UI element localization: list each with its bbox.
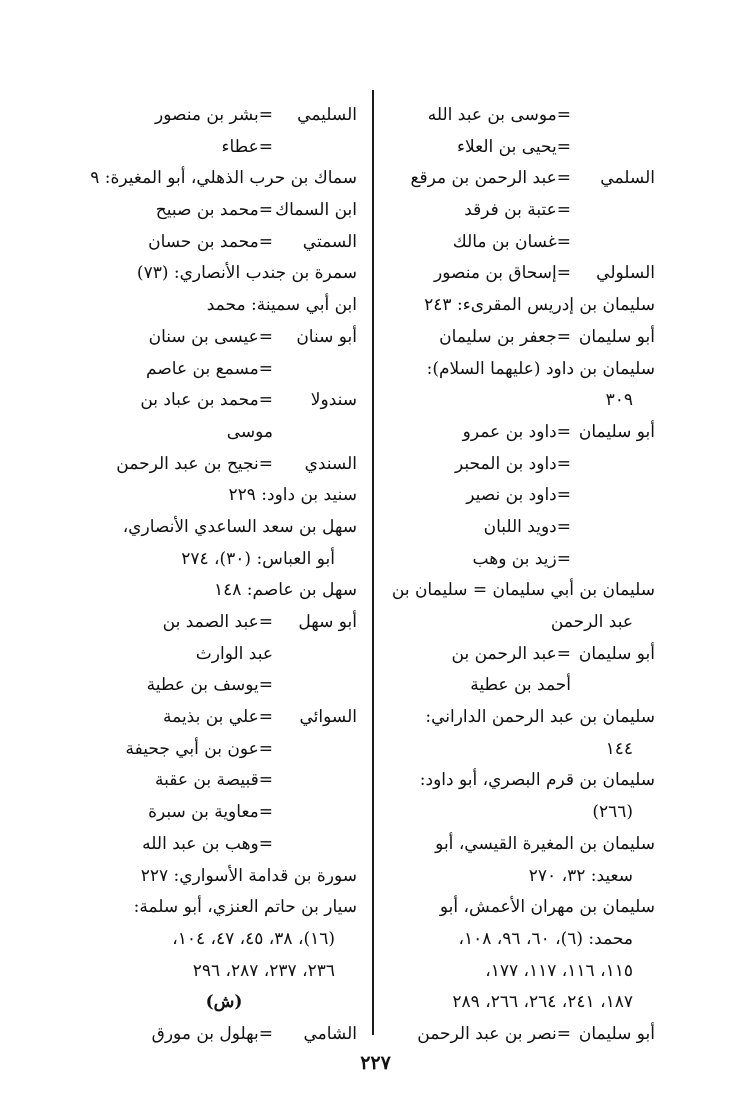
entry-text: =زيد بن وهب xyxy=(472,548,571,569)
index-entry xyxy=(91,797,357,829)
entry-text: ١٤٤ xyxy=(605,738,633,759)
index-entry xyxy=(393,163,655,195)
index-entry xyxy=(393,861,655,893)
index-entry xyxy=(393,702,655,734)
entry-text: سنيد بن داود: ٢٢٩ xyxy=(228,485,357,506)
index-entry xyxy=(91,258,357,290)
index-entry xyxy=(91,480,357,512)
entry-text: =داود بن نصير xyxy=(466,485,571,506)
entry-text: =عون بن أبي جحيفة xyxy=(125,738,273,759)
index-entry xyxy=(91,829,357,861)
index-entry xyxy=(91,670,357,702)
index-entry xyxy=(393,924,655,956)
entry-text: =محمد بن صبيح xyxy=(155,200,273,221)
entry-text: (١٦)، ٣٨، ٤٥، ٤٧، ١٠٤، xyxy=(172,928,335,949)
index-entry xyxy=(91,322,357,354)
index-entry xyxy=(91,290,357,322)
entry-text: =عبد الرحمن بن مرقع xyxy=(410,168,571,189)
section-heading: (ش) xyxy=(205,992,243,1013)
entry-text: ١١٥، ١١٦، ١١٧، ١٧٧، xyxy=(485,960,633,981)
entry-text: سليمان بن مهران الأعمش، أبو xyxy=(439,897,655,918)
index-entry xyxy=(393,639,655,671)
index-entry xyxy=(393,829,655,861)
entry-text: =جعفر بن سليمان xyxy=(439,326,571,347)
index-entry xyxy=(91,607,357,639)
index-entry xyxy=(393,512,655,544)
index-entry xyxy=(91,702,357,734)
index-entry xyxy=(393,100,655,132)
entry-text: =عطاء xyxy=(221,136,273,157)
entry-text: سليمان بن المغيرة القيسي، أبو xyxy=(435,833,655,854)
index-entry xyxy=(393,227,655,259)
index-entry xyxy=(393,480,655,512)
index-entry xyxy=(393,575,655,607)
entry-text: سيار بن حاتم العنزي، أبو سلمة: xyxy=(133,897,357,918)
entry-text: =موسى بن عبد الله xyxy=(427,105,571,125)
index-entry xyxy=(91,765,357,797)
index-entry xyxy=(91,575,357,607)
index-entry xyxy=(91,639,357,671)
entry-text: =عبد الصمد بن xyxy=(162,612,273,632)
left-column xyxy=(91,100,357,1051)
entry-text: سهل بن عاصم: ١٤٨ xyxy=(213,580,357,601)
entry-label: أبو سليمان xyxy=(578,326,655,347)
index-entry xyxy=(91,956,357,988)
entry-text: ٢٣٦، ٢٣٧، ٢٨٧، ٢٩٦ xyxy=(192,960,335,981)
entry-text: سماك بن حرب الذهلي، أبو المغيرة: ٩ xyxy=(90,168,357,189)
index-entry xyxy=(393,290,655,322)
right-column xyxy=(393,100,655,1051)
entry-text: سليمان بن أبي سليمان = سليمان بن xyxy=(391,580,655,601)
entry-text: ابن أبي سمينة: محمد xyxy=(206,295,357,316)
entry-text: محمد: (٦)، ٦٠، ٩٦، ١٠٨، xyxy=(458,928,633,949)
entry-text: =يحيى بن العلاء xyxy=(457,136,571,157)
index-entry xyxy=(91,163,357,195)
page-number: ٢٢٧ xyxy=(360,1052,391,1074)
index-entry xyxy=(393,132,655,164)
entry-label: أبو سليمان xyxy=(578,421,655,442)
entry-text: ١٨٧، ٢٤١، ٢٦٤، ٢٦٦، ٢٨٩ xyxy=(452,992,633,1013)
entry-text: =بهلول بن مورق xyxy=(151,1023,273,1044)
entry-label: السوائي xyxy=(299,707,357,728)
index-entry xyxy=(91,544,357,576)
entry-text: =دويد اللبان xyxy=(483,516,571,537)
entry-text: (٢٦٦) xyxy=(592,802,633,823)
entry-text: =مسمع بن عاصم xyxy=(146,358,273,379)
entry-text: =نجيح بن عبد الرحمن xyxy=(116,453,273,474)
entry-label: أبو سهل xyxy=(298,612,357,632)
entry-text: =محمد بن حسان xyxy=(148,231,273,252)
index-entry xyxy=(393,195,655,227)
index-entry xyxy=(91,924,357,956)
index-entry xyxy=(393,1019,655,1051)
entry-label: السمتي xyxy=(302,231,357,252)
entry-label: سندولا xyxy=(310,390,357,411)
index-entry xyxy=(393,734,655,766)
entry-text: ٣٠٩ xyxy=(605,390,633,411)
entry-text: سليمان بن عبد الرحمن الداراني: xyxy=(425,707,655,728)
index-entry xyxy=(91,1019,357,1051)
entry-text: =محمد بن عباد بن xyxy=(140,390,273,411)
index-entry xyxy=(91,227,357,259)
entry-text: موسى xyxy=(226,421,273,442)
index-entry xyxy=(393,956,655,988)
entry-text: =يوسف بن عطية xyxy=(146,675,273,696)
index-entry xyxy=(91,892,357,924)
index-entry xyxy=(393,765,655,797)
entry-text: سليمان بن قرم البصري، أبو داود: xyxy=(419,770,655,791)
entry-text: =عيسى بن سنان xyxy=(148,326,273,347)
index-entry xyxy=(393,797,655,829)
index-entry xyxy=(91,512,357,544)
entry-label: السليمي xyxy=(297,105,357,125)
index-entry xyxy=(393,354,655,386)
entry-label: أبو سليمان xyxy=(578,643,655,664)
index-entry xyxy=(393,670,655,702)
entry-text: =داود بن عمرو xyxy=(462,421,571,442)
entry-text: =غسان بن مالك xyxy=(452,231,571,252)
index-entry xyxy=(91,861,357,893)
index-entry xyxy=(91,417,357,449)
index-entry xyxy=(393,385,655,417)
index-entry xyxy=(91,100,357,132)
entry-text: سليمان بن داود (عليهما السلام): xyxy=(426,358,655,379)
entry-text: سورة بن قدامة الأسواري: ٢٢٧ xyxy=(140,865,357,886)
entry-text: =عتبة بن فرقد xyxy=(464,200,571,221)
index-entry xyxy=(393,449,655,481)
index-entry xyxy=(393,987,655,1019)
entry-label: السندي xyxy=(304,453,357,474)
entry-text: =داود بن المحبر xyxy=(454,453,571,474)
entry-text: =نصر بن عبد الرحمن xyxy=(417,1023,571,1044)
index-entry xyxy=(91,385,357,417)
entry-text: سليمان بن إدريس المقرىء: ٢٤٣ xyxy=(424,295,655,316)
column-divider xyxy=(372,90,374,1035)
index-entry xyxy=(393,417,655,449)
entry-text: =عبد الرحمن بن xyxy=(451,643,571,664)
index-entry xyxy=(91,354,357,386)
index-entry xyxy=(393,607,655,639)
index-entry xyxy=(91,195,357,227)
index-entry xyxy=(91,132,357,164)
entry-text: =وهب بن عبد الله xyxy=(142,833,273,854)
entry-label: السلولي xyxy=(596,263,655,284)
entry-text: سمرة بن جندب الأنصاري: (٧٣) xyxy=(136,263,357,284)
entry-text: عبد الرحمن xyxy=(550,612,633,632)
entry-text: =علي بن بذيمة xyxy=(163,707,273,728)
entry-text: عبد الوارث xyxy=(195,643,273,664)
index-entry xyxy=(393,322,655,354)
index-entry xyxy=(91,449,357,481)
entry-label: الشامي xyxy=(303,1023,357,1044)
entry-text: =إسحاق بن منصور xyxy=(433,263,571,284)
entry-text: أحمد بن عطية xyxy=(470,675,571,696)
entry-label: ابن السماك xyxy=(275,200,357,221)
entry-text: أبو العباس: (٣٠)، ٢٧٤ xyxy=(181,548,335,569)
entry-label: السلمي xyxy=(600,168,655,189)
entry-label: أبو سنان xyxy=(296,326,357,347)
entry-label: أبو سليمان xyxy=(578,1023,655,1044)
entry-text: سهل بن سعد الساعدي الأنصاري، xyxy=(122,516,357,537)
index-entry xyxy=(91,734,357,766)
entry-text: سعيد: ٣٢، ٢٧٠ xyxy=(528,865,633,886)
index-entry xyxy=(393,544,655,576)
index-entry xyxy=(91,987,357,1019)
entry-text: =معاوية بن سبرة xyxy=(148,802,273,823)
entry-text: =قبيصة بن عقبة xyxy=(155,770,273,791)
index-entry xyxy=(393,258,655,290)
entry-text: =بشر بن منصور xyxy=(155,105,273,125)
index-entry xyxy=(393,892,655,924)
